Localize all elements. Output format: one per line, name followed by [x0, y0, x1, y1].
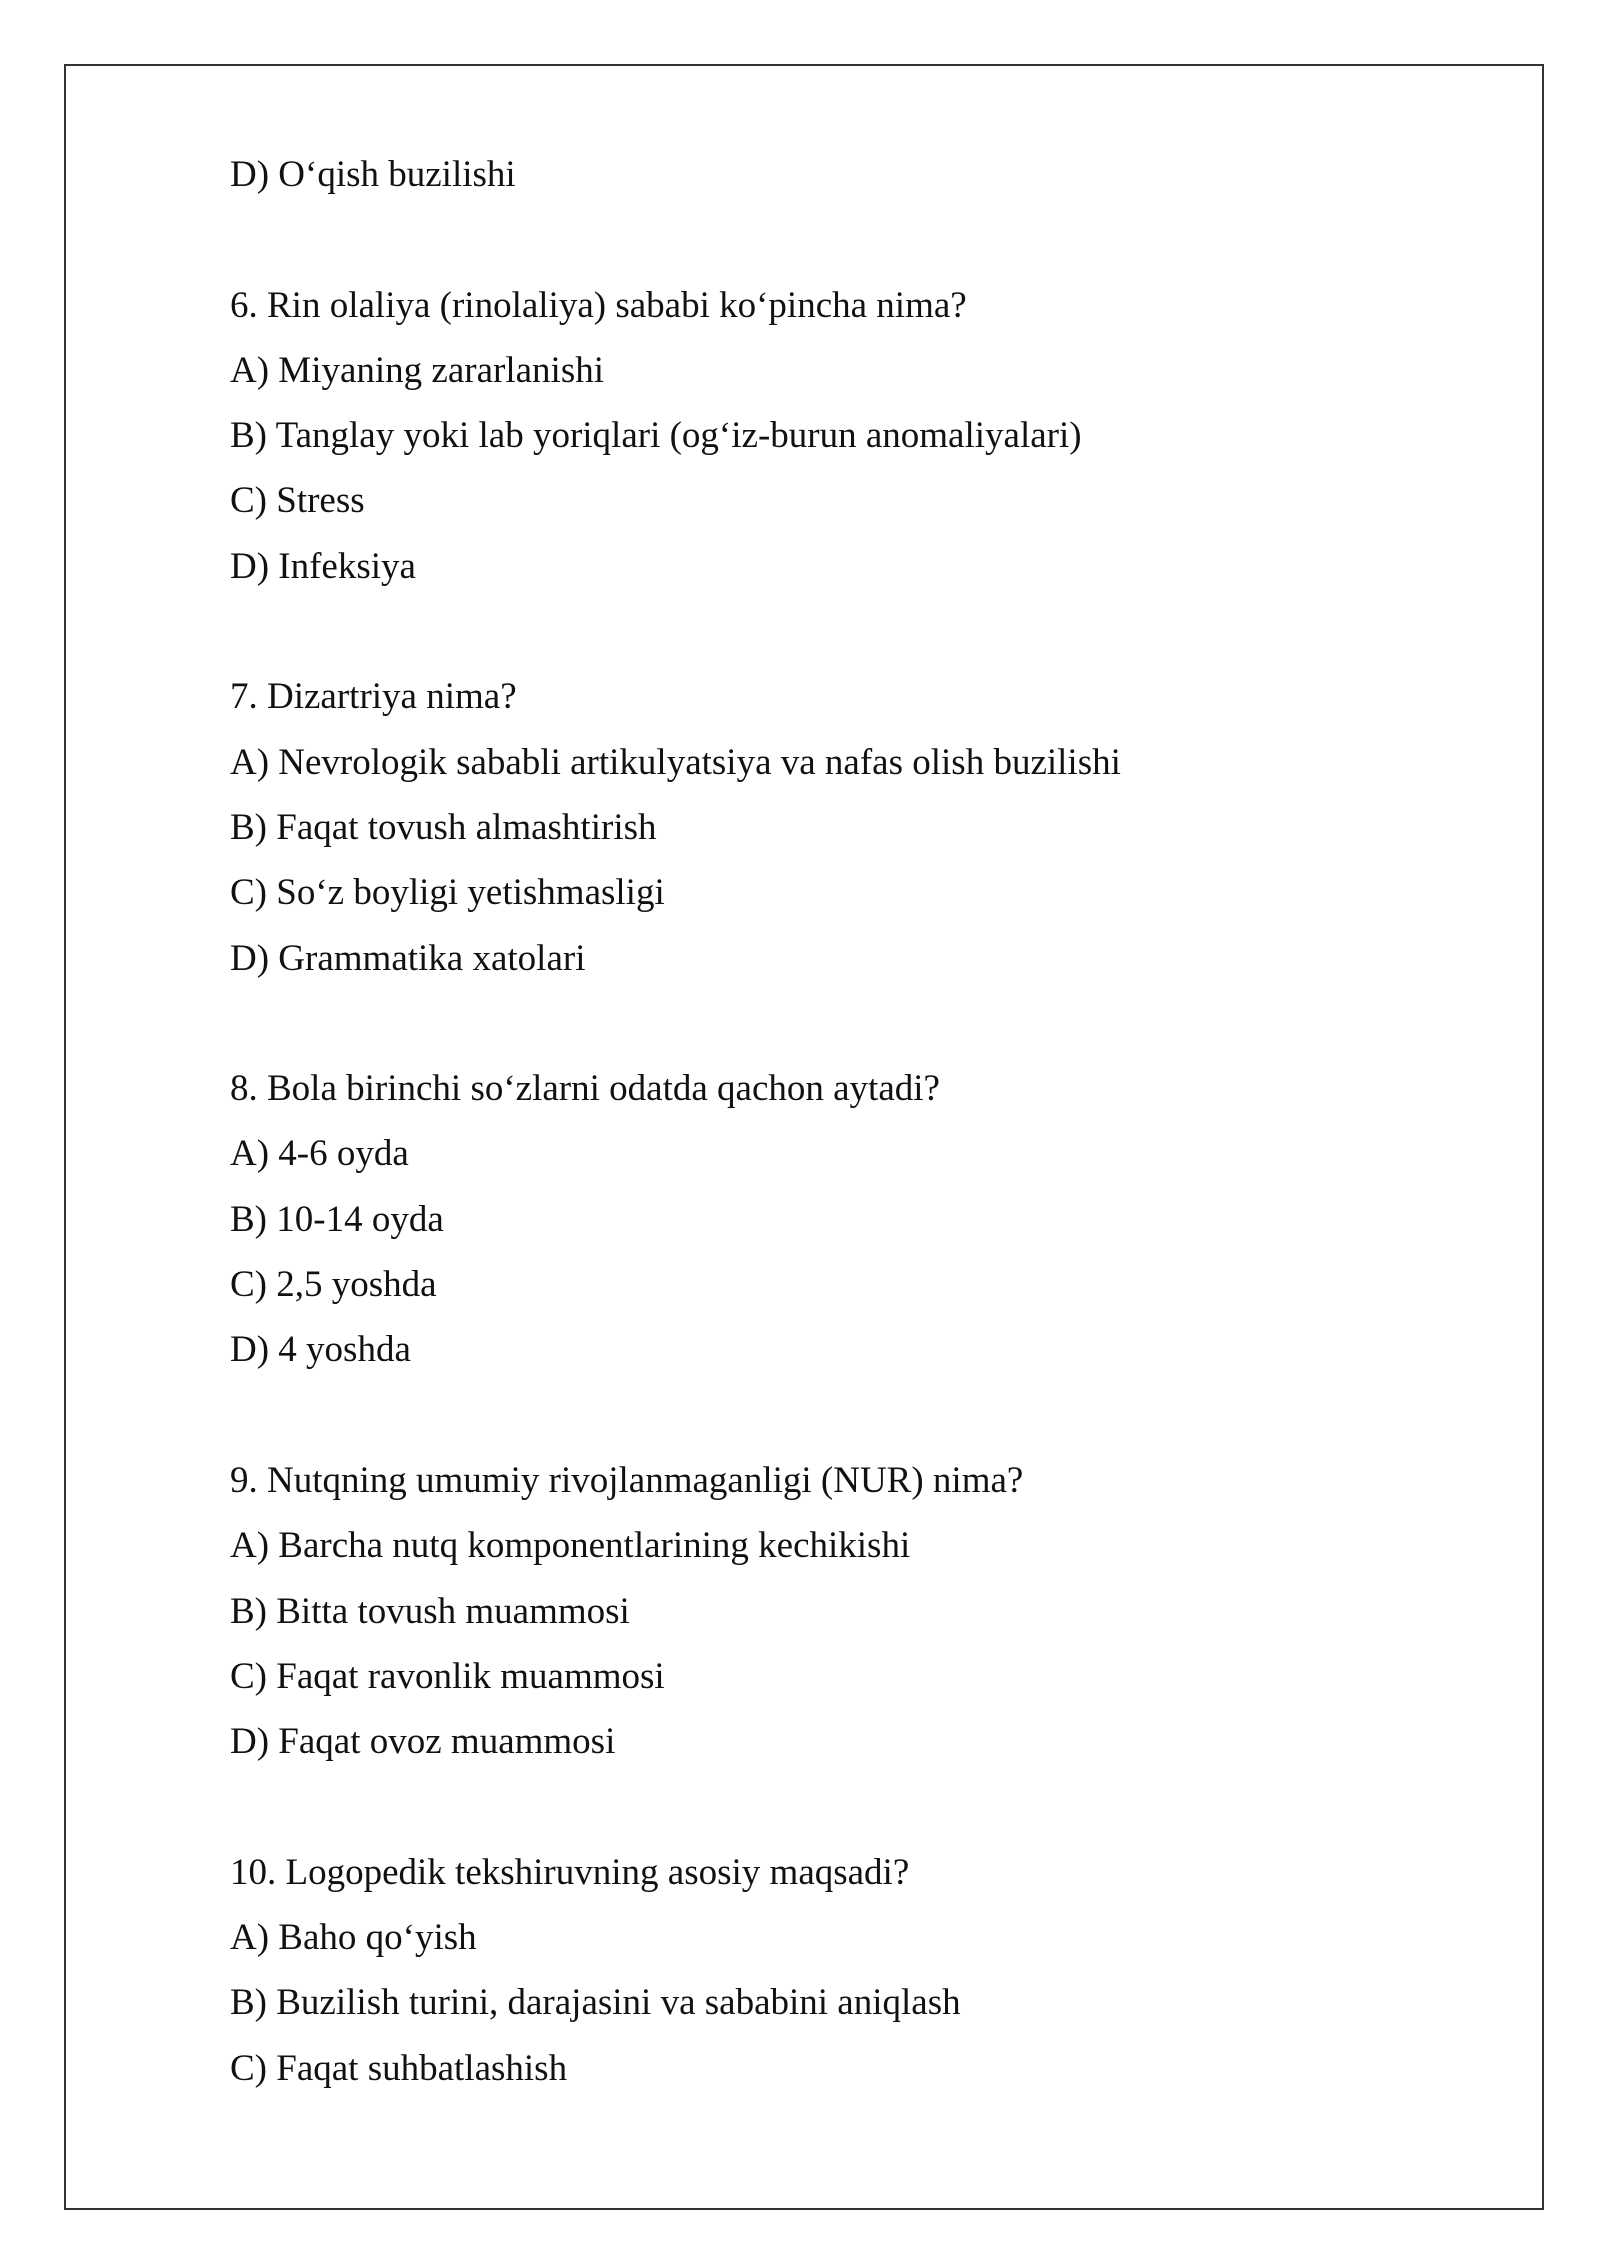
document-body — [230, 150, 1430, 2109]
answer-option: A) 4-6 oyda — [230, 1133, 409, 1175]
answer-option: C) 2,5 yoshda — [230, 1264, 437, 1306]
answer-option: A) Nevrologik sababli artikulyatsiya va nafas olish buzilishi — [230, 741, 1121, 783]
answer-option: C) Stress — [230, 480, 365, 522]
answer-option: B) 10-14 oyda — [230, 1198, 444, 1240]
spacer — [230, 1782, 1430, 1847]
spacer — [230, 1391, 1430, 1456]
answer-option: D) O‘qish buzilishi — [230, 154, 516, 195]
question-9: 9. Nutqning umumiy rivojlanmaganligi (NUR) nima? — [230, 1459, 1024, 1501]
answer-option: D) Grammatika xatolari — [230, 937, 586, 979]
answer-option: B) Bitta tovush muammosi — [230, 1590, 630, 1632]
spacer — [230, 215, 1430, 280]
answer-option: C) So‘z boyligi yetishmasligi — [230, 872, 665, 914]
answer-option: A) Baho qo‘yish — [230, 1917, 477, 1959]
answer-option: B) Faqat tovush almashtirish — [230, 806, 657, 848]
question-10: 10. Logopedik tekshiruvning asosiy maqsadi? — [230, 1851, 910, 1893]
answer-option: C) Faqat ravonlik muammosi — [230, 1655, 665, 1697]
question-6: 6. Rin olaliya (rinolaliya) sababi ko‘pincha nima? — [230, 284, 967, 326]
answer-option: A) Barcha nutq komponentlarining kechikishi — [230, 1525, 911, 1567]
answer-option: B) Tanglay yoki lab yoriqlari (og‘iz-burun anomaliyalari) — [230, 415, 1082, 457]
answer-option: A) Miyaning zararlanishi — [230, 349, 604, 391]
question-7: 7. Dizartriya nima? — [230, 676, 517, 718]
answer-option: D) Infeksiya — [230, 545, 416, 587]
spacer — [230, 607, 1430, 672]
question-8: 8. Bola birinchi so‘zlarni odatda qachon aytadi? — [230, 1068, 940, 1110]
spacer — [230, 999, 1430, 1064]
answer-option: D) 4 yoshda — [230, 1329, 411, 1371]
answer-option: D) Faqat ovoz muammosi — [230, 1721, 616, 1763]
answer-option: C) Faqat suhbatlashish — [230, 2047, 568, 2089]
answer-option: B) Buzilish turini, darajasini va sababini aniqlash — [230, 1982, 961, 2024]
